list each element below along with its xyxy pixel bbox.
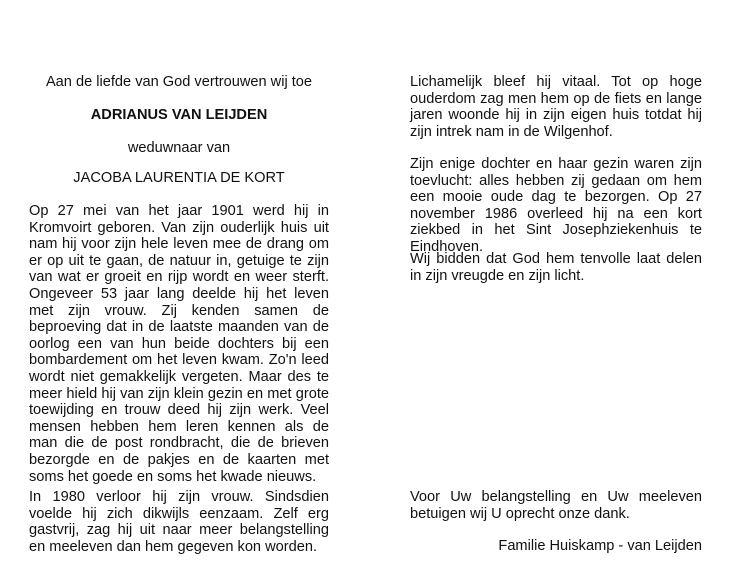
- vitality-paragraph: Lichamelijk bleef hij vitaal. Tot op hoge ouderdom zag men hem op de fiets en lange jaren woonde hij in zijn eigen huis totdat hij zijn intrek nam in de Wilgenhof.: [410, 74, 702, 140]
- prayer-paragraph: Wij bidden dat God hem tenvolle laat delen in zijn vreugde en zijn licht.: [410, 251, 702, 284]
- life-story-paragraph: Op 27 mei van het jaar 1901 werd hij in Kromvoirt geboren. Van zijn ouderlijk huis uit nam hij voor zijn hele leven mee de drang om er op uit te gaan, de natuur in, getuige te zijn van wat er groeit en rijp wordt en weer sterft. Ongeveer 53 jaar lang deelde hij het leven met zijn vrouw. Zij kenden samen de beproeving dat in de laatste maanden van de oorlog een van hun beide dochters bij een bombardement om het leven kwam. Zo'n leed wordt niet gemakkelijk vergeten. Maar des te meer hield hij van zijn klein gezin en met grote toewijding en trouw deed hij zijn werk. Veel mensen hebben hem leren kennen als de man die de post rondbracht, die de brieven bezorgde en de pakjes en de kaarten met soms het goede en soms het kwade nieuws.: [29, 203, 329, 485]
- deceased-name: ADRIANUS VAN LEIJDEN: [90, 107, 268, 123]
- family-paragraph: Zijn enige dochter en haar gezin waren zijn toevlucht: alles hebben zij gedaan om hem een mooie oude dag te bezorgen. Op 27 november 1986 overleed hij na een kort ziekbed in het Sint Josephziekenhuis te Eindhoven.: [410, 156, 702, 255]
- dedication-line: Aan de liefde van God vertrouwen wij toe: [45, 74, 313, 90]
- family-signature: Familie Huiskamp - van Leijden: [498, 538, 702, 554]
- thanks-paragraph: Voor Uw belangstelling en Uw meeleven betuigen wij U oprecht onze dank.: [410, 489, 702, 522]
- spouse-name: JACOBA LAURENTIA DE KORT: [73, 170, 285, 186]
- widowhood-paragraph: In 1980 verloor hij zijn vrouw. Sindsdien voelde hij zich dikwijls eenzaam. Zelf erg gastvrij, zag hij uit naar meer belangstelling en meeleven dan hem gegeven kon worden.: [29, 489, 329, 555]
- widower-of-line: weduwnaar van: [127, 140, 231, 156]
- cut-off-text-line: [30, 576, 150, 584]
